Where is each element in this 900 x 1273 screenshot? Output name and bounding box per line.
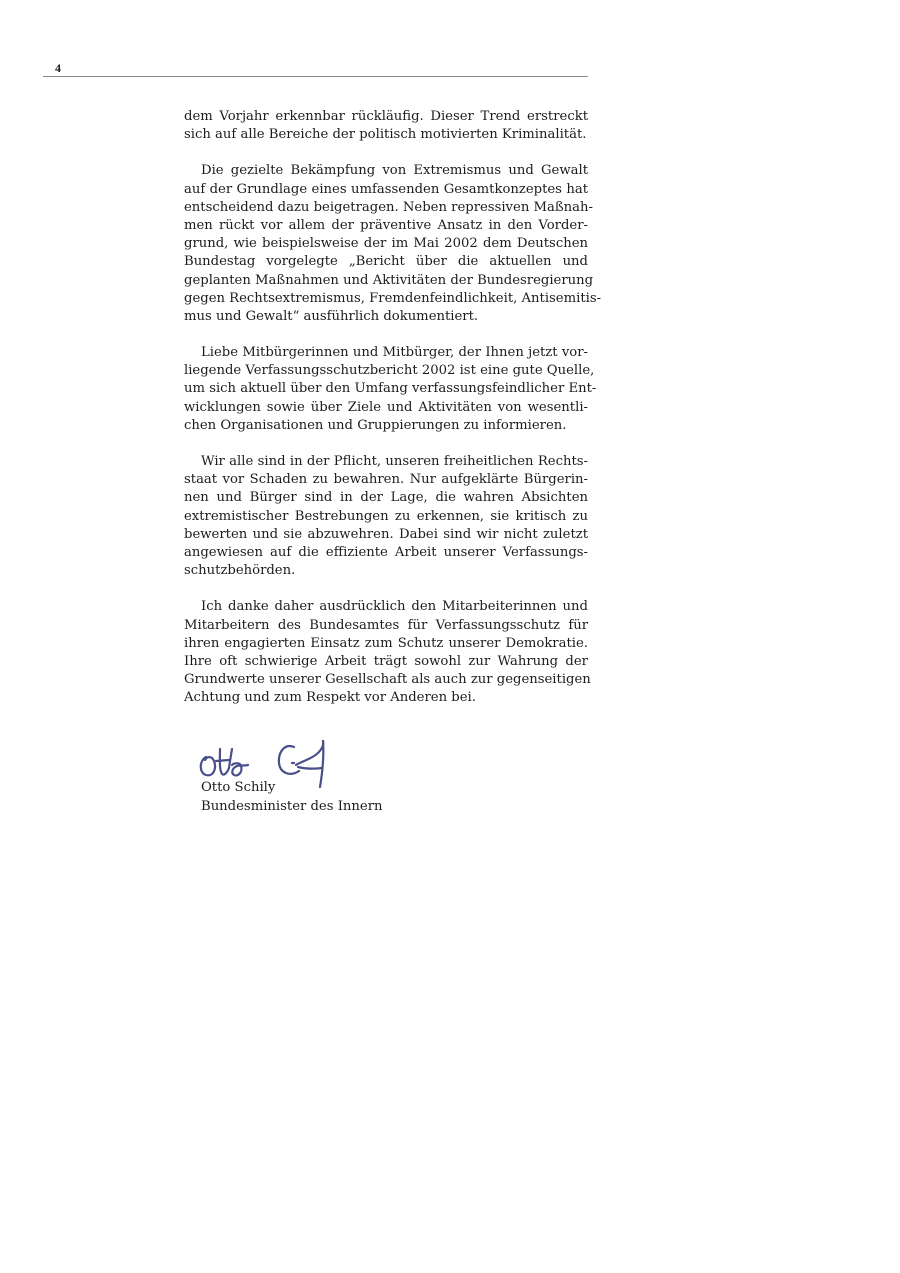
paragraph — [184, 453, 588, 580]
paragraph — [184, 344, 597, 435]
header-rule — [43, 76, 588, 77]
paragraph — [184, 162, 602, 326]
text-line: entscheidend dazu beigetragen. Neben repressiven Maßnah- — [184, 199, 593, 215]
text-line: liegende Verfassungsschutzbericht 2002 ist eine gute Quelle, — [184, 363, 595, 379]
text-line: extremistischer Bestrebungen zu erkennen, sie kritisch zu — [184, 508, 588, 524]
text-line: Ich danke daher ausdrücklich den Mitarbeiterinnen und — [201, 599, 588, 615]
letter-body — [184, 108, 602, 725]
text-line: staat vor Schaden zu bewahren. Nur aufgeklärte Bürgerin- — [184, 472, 588, 488]
text-line: wicklungen sowie über Ziele und Aktivitäten von wesentli- — [184, 399, 588, 415]
text-line: schutzbehörden. — [184, 563, 296, 579]
text-line: angewiesen auf die effiziente Arbeit unserer Verfassungs- — [184, 544, 588, 560]
text-line: men rückt vor allem der präventive Ansatz in den Vorder- — [184, 217, 588, 233]
paragraph — [184, 108, 588, 144]
signer-title: Bundesminister des Innern — [201, 799, 383, 814]
text-line: gegen Rechtsextremismus, Fremdenfeindlichkeit, Antisemitis- — [184, 290, 602, 306]
text-line: um sich aktuell über den Umfang verfassungsfeindlicher Ent- — [184, 381, 597, 397]
page-number: 4 — [55, 61, 61, 75]
text-line: Grundwerte unserer Gesellschaft als auch zur gegenseitigen — [184, 672, 591, 688]
text-line: nen und Bürger sind in der Lage, die wahren Absichten — [184, 490, 588, 506]
paragraph — [184, 598, 591, 707]
text-line: Mitarbeitern des Bundesamtes für Verfassungsschutz für — [184, 617, 588, 633]
text-line: Ihre oft schwierige Arbeit trägt sowohl zur Wahrung der — [184, 653, 588, 669]
text-line: Bundestag vorgelegte „Bericht über die aktuellen und — [184, 254, 588, 270]
text-line: bewerten und sie abzuwehren. Dabei sind wir nicht zuletzt — [184, 526, 588, 542]
signer-name: Otto Schily — [201, 780, 276, 795]
text-line: Liebe Mitbürgerinnen und Mitbürger, der Ihnen jetzt vor- — [201, 345, 588, 361]
text-line: Die gezielte Bekämpfung von Extremismus und Gewalt — [201, 163, 588, 179]
text-line: Wir alle sind in der Pflicht, unseren freiheitlichen Rechts- — [201, 454, 588, 469]
text-line: chen Organisationen und Gruppierungen zu informieren. — [184, 417, 567, 433]
text-line: geplanten Maßnahmen und Aktivitäten der Bundesregierung — [184, 272, 594, 288]
text-line: Achtung und zum Respekt vor Anderen bei. — [184, 690, 476, 706]
text-line: ihren engagierten Einsatz zum Schutz unserer Demokratie. — [184, 635, 588, 651]
text-line: grund, wie beispielsweise der im Mai 2002 dem Deutschen — [184, 236, 588, 252]
text-line: sich auf alle Bereiche der politisch motivierten Kriminalität. — [184, 127, 587, 143]
text-line: mus und Gewalt“ ausführlich dokumentiert. — [184, 308, 479, 324]
text-line: dem Vorjahr erkennbar rückläufig. Dieser Trend erstreckt — [184, 109, 588, 124]
text-line: auf der Grundlage eines umfassenden Gesamtkonzeptes hat — [184, 181, 588, 197]
